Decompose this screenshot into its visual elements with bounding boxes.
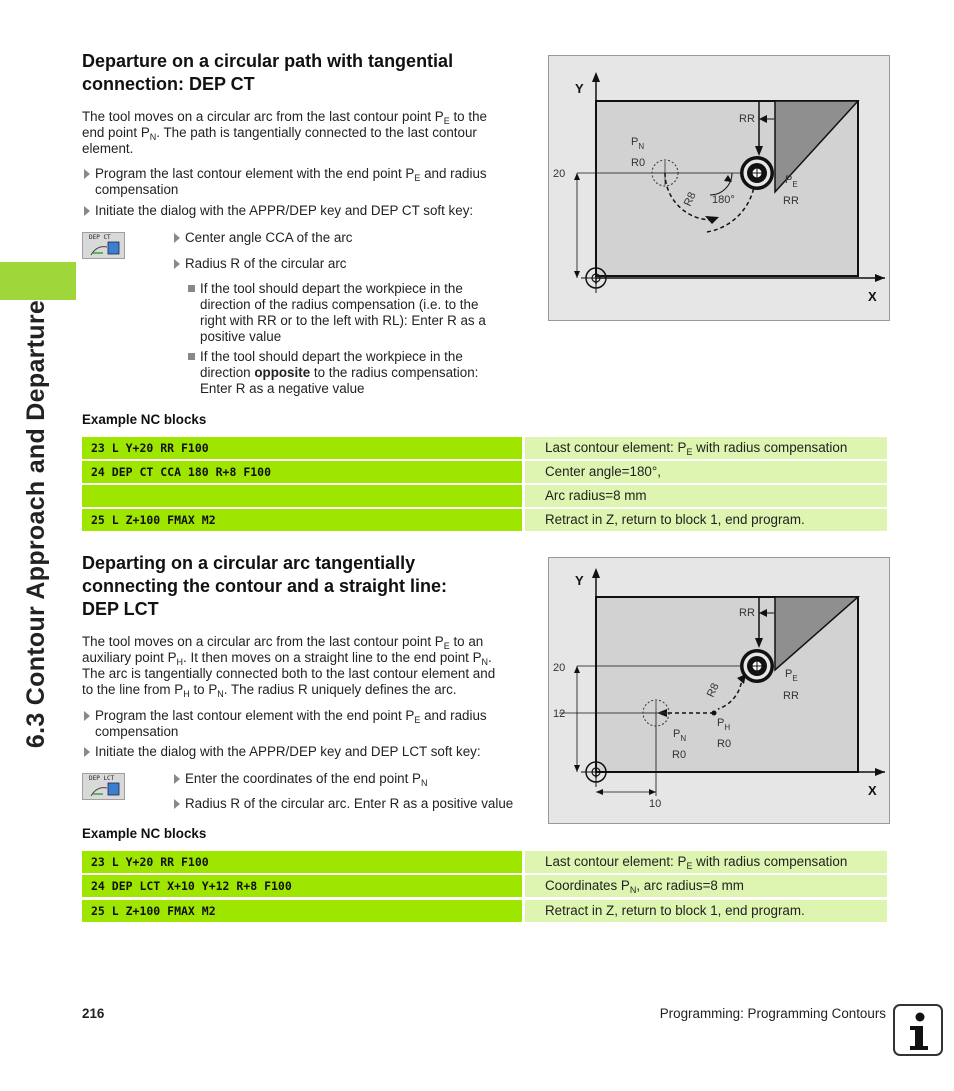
bullet-arrow-icon xyxy=(84,169,90,179)
section1-sub2: Radius R of the circular arc xyxy=(185,256,347,271)
rr-pe-label: RR xyxy=(783,195,799,207)
dep-lct-figure xyxy=(548,557,890,824)
nc-code xyxy=(82,485,522,507)
section1-title xyxy=(82,50,453,96)
bullet-arrow-icon xyxy=(84,747,90,757)
r8-label: R8 xyxy=(704,681,722,700)
nc-code: 25 L Z+100 FMAX M2 xyxy=(82,509,522,531)
bullet-arrow-icon xyxy=(174,774,180,784)
nc-block-row xyxy=(82,900,887,922)
section1-square1: If the tool should depart the workpiece in the direction of the radius compensation (i.e. to the right with RR or to the left with RL): Enter R as a positive value xyxy=(200,281,486,344)
pn-label: $P_N$ xyxy=(631,136,645,151)
section2-title xyxy=(82,552,447,621)
page-number: 216 xyxy=(82,1006,105,1021)
section2-example-heading: Example NC blocks xyxy=(82,826,207,841)
pe-label: $P_E$ xyxy=(785,668,798,683)
nc-code: 25 L Z+100 FMAX M2 xyxy=(82,900,522,922)
bullet-arrow-icon xyxy=(174,259,180,269)
nc-block-row xyxy=(82,485,887,507)
tick-label-10: 10 xyxy=(649,798,662,810)
section2-title-line3: DEP LCT xyxy=(82,599,159,619)
nc-comment: Last contour element: $P_E$ with radius compensation xyxy=(525,437,887,459)
dep-ct-diagram xyxy=(549,56,889,320)
bullet-arrow-icon xyxy=(84,711,90,721)
nc-block-row xyxy=(82,851,887,873)
dep-ct-softkey-icon xyxy=(83,233,126,260)
section1-title-line2: connection: DEP CT xyxy=(82,74,255,94)
section1-bullet2: Initiate the dialog with the APPR/DEP key and DEP CT soft key: xyxy=(95,203,474,218)
r0-label: R0 xyxy=(631,157,646,169)
nc-comment: Arc radius=8 mm xyxy=(525,485,887,507)
section2-title-line2: connecting the contour and a straight line: xyxy=(82,576,448,596)
dep-lct-softkey-icon xyxy=(83,774,126,801)
bullet-square-icon xyxy=(188,285,195,292)
dep-lct-diagram xyxy=(549,558,889,823)
section1-bullet1: Program the last contour element with the end point $P_E$ and radius compensation xyxy=(95,166,487,197)
r8-label: R8 xyxy=(681,190,699,209)
section2-bullet2: Initiate the dialog with the APPR/DEP key and DEP LCT soft key: xyxy=(95,744,481,759)
rr-label: RR xyxy=(739,607,755,619)
nc-comment: Retract in Z, return to block 1, end program. xyxy=(525,900,887,922)
milling-cutter-icon xyxy=(740,649,774,683)
bullet-arrow-icon xyxy=(84,206,90,216)
nc-block-row xyxy=(82,509,887,531)
rr-label: RR xyxy=(739,113,755,125)
nc-block-row xyxy=(82,875,887,897)
rr-pe-label: RR xyxy=(783,690,799,702)
running-title: Programming: Programming Contours xyxy=(659,1006,886,1021)
info-icon xyxy=(893,1004,943,1056)
bullet-arrow-icon xyxy=(174,233,180,243)
chapter-title: 6.3 Contour Approach and Departure xyxy=(22,299,50,749)
y-axis-label: Y xyxy=(575,573,584,588)
section2-sub2: Radius R of the circular arc. Enter R as a positive value xyxy=(185,796,514,811)
nc-code: 24 DEP CT CCA 180 R+8 F100 xyxy=(82,461,522,483)
nc-comment: Last contour element: $P_E$ with radius compensation xyxy=(525,851,887,873)
x-axis-label: X xyxy=(868,289,877,304)
x-axis-label: X xyxy=(868,783,877,798)
tick-label-20: 20 xyxy=(553,168,566,180)
nc-code: 24 DEP LCT X+10 Y+12 R+8 F100 xyxy=(82,875,522,897)
milling-cutter-icon xyxy=(740,156,774,190)
section2-title-line1: Departing on a circular arc tangentially xyxy=(82,553,416,573)
nc-comment: Retract in Z, return to block 1, end program. xyxy=(525,509,887,531)
nc-comment: Center angle=180°, xyxy=(525,461,887,483)
nc-code: 23 L Y+20 RR F100 xyxy=(82,437,522,459)
section1-square2: If the tool should depart the workpiece in the direction opposite to the radius compensation: Enter R as a negative value xyxy=(200,349,479,396)
pn-label: $P_N$ xyxy=(673,728,687,743)
dep-ct-figure xyxy=(548,55,890,321)
r0-n-label: R0 xyxy=(672,749,687,761)
section1-title-line1: Departure on a circular path with tangential xyxy=(82,51,454,71)
section2-intro: The tool moves on a circular arc from the last contour point $P_E$ to an auxiliary point $P_H$. It then moves on a straight line to the end point $P_N$. The arc is tangentially connected both to the last contour element and to the line from $P_H$ to $P_N$. The radius R uniquely defines the arc. xyxy=(82,634,496,699)
nc-comment: Coordinates $P_N$, arc radius=8 mm xyxy=(525,875,887,897)
nc-code: 23 L Y+20 RR F100 xyxy=(82,851,522,873)
dep-ct-softkey: DEP CT xyxy=(82,232,125,259)
section1-sub1: Center angle CCA of the arc xyxy=(185,230,353,245)
dep-lct-softkey: DEP LCT xyxy=(82,773,125,800)
angle-label: 180° xyxy=(712,194,735,206)
pe-label: $P_E$ xyxy=(785,174,798,189)
tick-label-20: 20 xyxy=(553,662,566,674)
r0-h-label: R0 xyxy=(717,738,732,750)
section1-intro: The tool moves on a circular arc from the last contour point $P_E$ to the end point $P_N$. The path is tangentially connected to the last contour element. xyxy=(82,109,487,156)
tick-label-12: 12 xyxy=(553,708,566,720)
section1-example-heading: Example NC blocks xyxy=(82,412,207,427)
bullet-arrow-icon xyxy=(174,799,180,809)
section2-bullet1: Program the last contour element with the end point $P_E$ and radius compensation xyxy=(95,708,487,739)
nc-block-row xyxy=(82,437,887,459)
section2-sub1: Enter the coordinates of the end point $P_N$ xyxy=(185,771,428,788)
nc-block-row xyxy=(82,461,887,483)
y-axis-label: Y xyxy=(575,81,584,96)
bullet-square-icon xyxy=(188,353,195,360)
ph-label: $P_H$ xyxy=(717,717,731,732)
